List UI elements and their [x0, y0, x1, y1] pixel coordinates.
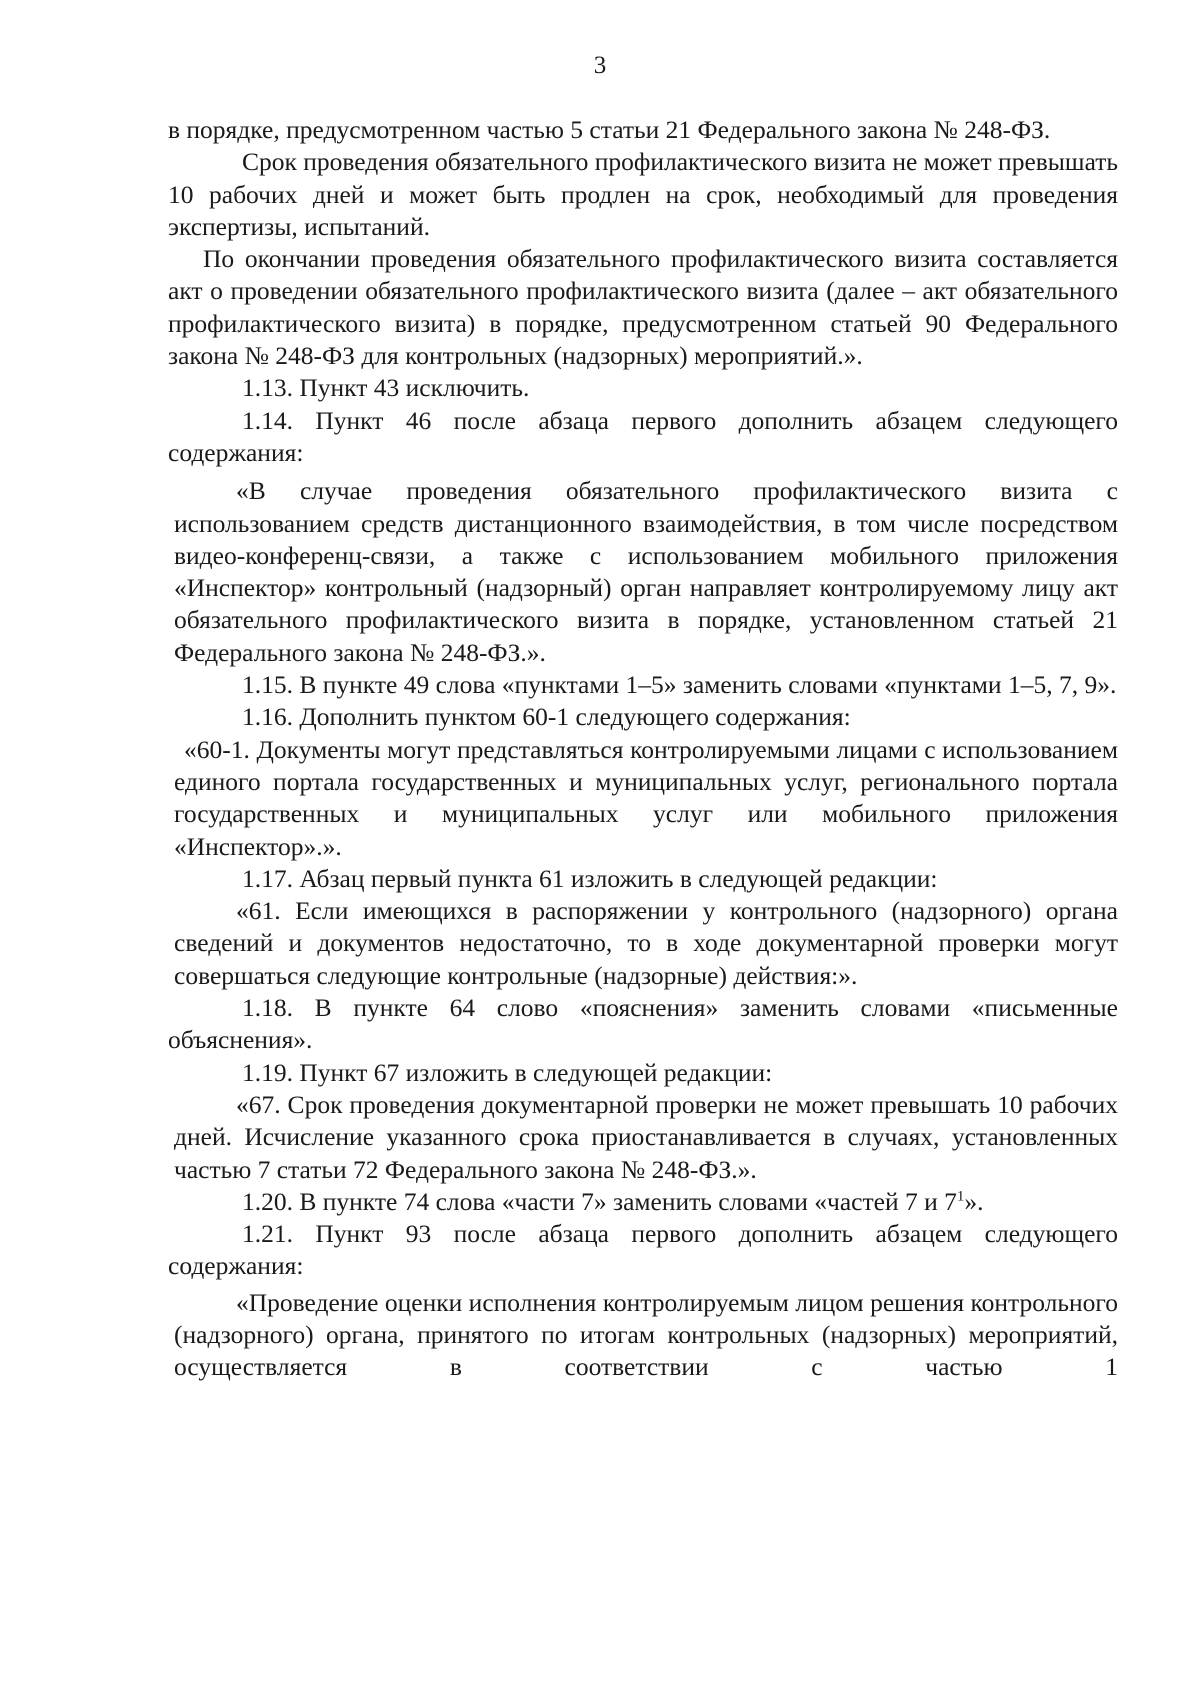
paragraph-text: 1.20. В пункте 74 слова «части 7» заменить словами «частей 7 и 7: [242, 1186, 957, 1216]
quoted-paragraph: «60-1. Документы могут представляться контролируемыми лицами с использованием единого портала государственных и муниципальных услуг, регионального портала государственных и муниципальных услуг или мобильного приложения «Инспектор».».: [174, 734, 1118, 861]
paragraph: 1.13. Пункт 43 исключить.: [242, 373, 530, 403]
document-body: [168, 114, 1118, 1384]
paragraph: 1.19. Пункт 67 изложить в следующей редакции:: [242, 1057, 773, 1087]
quoted-paragraph: «61. Если имеющихся в распоряжении у контрольного (надзорного) органа сведений и документов недостаточно, то в ходе документарной проверки могут совершаться следующие контрольные (надзорные) действия:».: [174, 896, 1118, 990]
quoted-paragraph: «67. Срок проведения документарной проверки не может превышать 10 рабочих дней. Исчисление указанного срока приостанавливается в случаях, установленных частью 7 статьи 72 Федерального закона № 248-ФЗ.».: [174, 1089, 1118, 1184]
superscript: 1: [956, 1188, 965, 1205]
paragraph: 1.18. В пункте 64 слово «пояснения» заменить словами «письменные объяснения».: [168, 993, 1118, 1055]
paragraph: 1.21. Пункт 93 после абзаца первого дополнить абзацем следующего содержания:: [168, 1219, 1118, 1281]
quoted-paragraph: «Проведение оценки исполнения контролируемым лицом решения контрольного (надзорного) органа, принятого по итогам контрольных (надзорных) мероприятий, осуществляется в соответствии с частью 1: [174, 1287, 1118, 1382]
paragraph: [168, 1186, 1118, 1218]
paragraph: в порядке, предусмотренном частью 5 статьи 21 Федерального закона № 248-ФЗ.: [168, 115, 1051, 144]
paragraph: 1.17. Абзац первый пункта 61 изложить в следующей редакции:: [242, 863, 938, 893]
quoted-paragraph: «В случае проведения обязательного профилактического визита с использованием средств дистанционного взаимодействия, в том числе посредством видео-конференц-связи, а также с использованием мобильного приложения «Инспектор» контрольный (надзорный) орган направляет контролируемому лицу акт обязательного профилактического визита в порядке, установленном статьей 21 Федерального закона № 248-ФЗ.».: [174, 476, 1118, 667]
paragraph-text-end: ».: [964, 1186, 984, 1216]
paragraph: 1.16. Дополнить пунктом 60-1 следующего содержания:: [242, 702, 851, 732]
paragraph: 1.15. В пункте 49 слова «пунктами 1–5» заменить словами «пунктами 1–5, 7, 9».: [242, 670, 1117, 700]
paragraph: По окончании проведения обязательного профилактического визита составляется акт о проведении обязательного профилактического визита (далее – акт обязательного профилактического визита) в порядке, предусмотренном статьей 90 Федерального закона № 248-ФЗ для контрольных (надзорных) мероприятий.».: [168, 244, 1118, 371]
page-number: 3: [593, 52, 607, 79]
paragraph: Срок проведения обязательного профилактического визита не может превышать 10 рабочих дней и может быть продлен на срок, необходимый для проведения экспертизы, испытаний.: [168, 147, 1119, 241]
paragraph: 1.14. Пункт 46 после абзаца первого дополнить абзацем следующего содержания:: [168, 405, 1118, 467]
